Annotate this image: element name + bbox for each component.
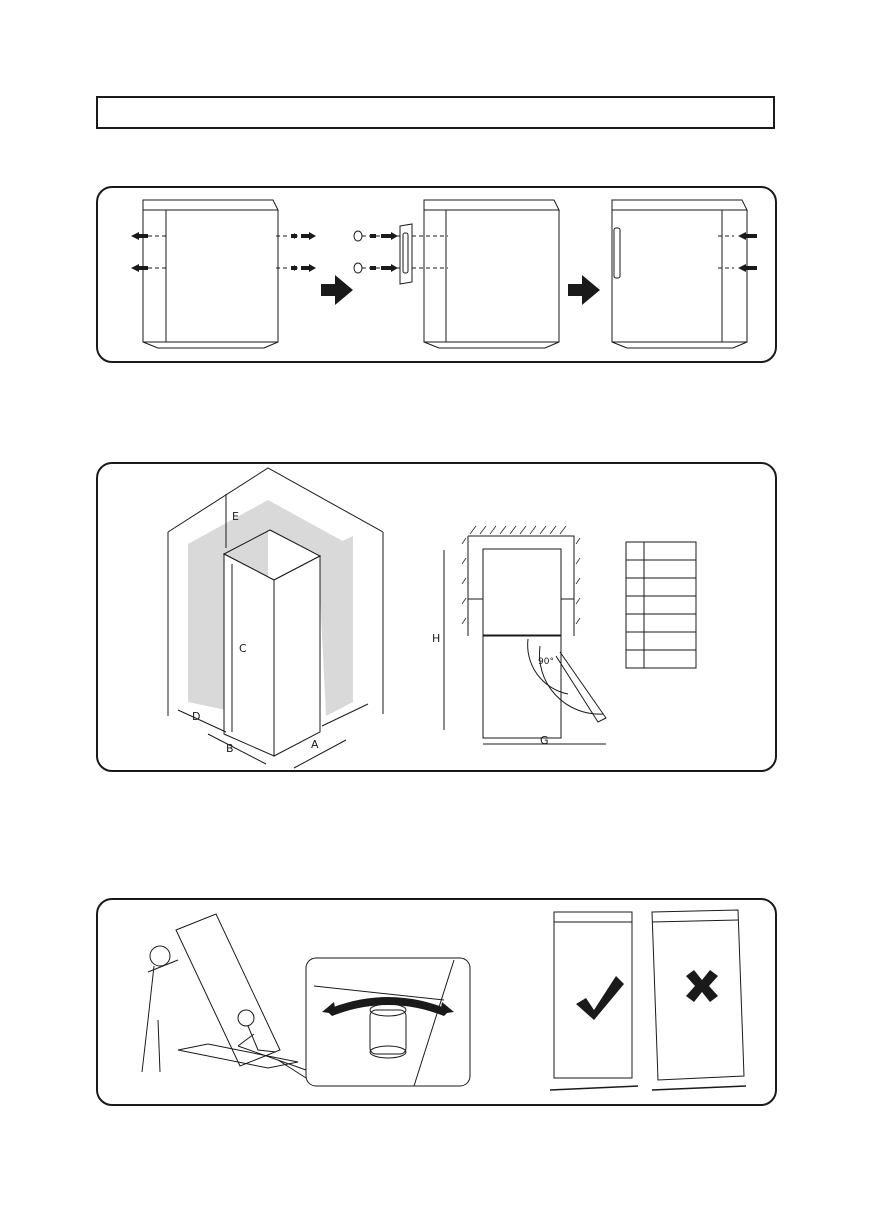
dimension-label-g: G <box>540 734 549 747</box>
fridge-middle <box>424 200 559 348</box>
cross-mark-icon <box>686 970 718 1002</box>
dimension-label-e: E <box>232 510 239 523</box>
clearance-illustration <box>98 464 777 772</box>
clearance-dimensions-panel <box>96 462 777 772</box>
fridge-level <box>554 912 632 1078</box>
dimension-label-h: H <box>432 632 441 645</box>
tilted-fridge <box>176 914 280 1066</box>
dimension-label-d: D <box>192 710 201 723</box>
cover-cap-icon <box>354 263 362 273</box>
levelling-panel <box>96 898 777 1106</box>
fridge-after <box>612 200 747 348</box>
dimension-label-a: A <box>311 738 319 751</box>
person-standing <box>150 946 170 966</box>
section-header-box <box>96 96 775 129</box>
arrow-right-icon <box>321 275 353 305</box>
arrow-right-icon <box>568 275 600 305</box>
door-angle-label: 90° <box>538 657 554 667</box>
fridge-before <box>143 200 278 348</box>
door-handle-part <box>400 224 412 284</box>
check-mark-icon <box>576 976 624 1020</box>
door-reversal-illustration <box>98 188 777 363</box>
door-reversal-panel <box>96 186 777 363</box>
dimension-label-b: B <box>226 742 234 755</box>
levelling-illustration <box>98 900 777 1106</box>
dimension-label-c: C <box>239 642 247 655</box>
cover-cap-icon <box>354 231 362 241</box>
